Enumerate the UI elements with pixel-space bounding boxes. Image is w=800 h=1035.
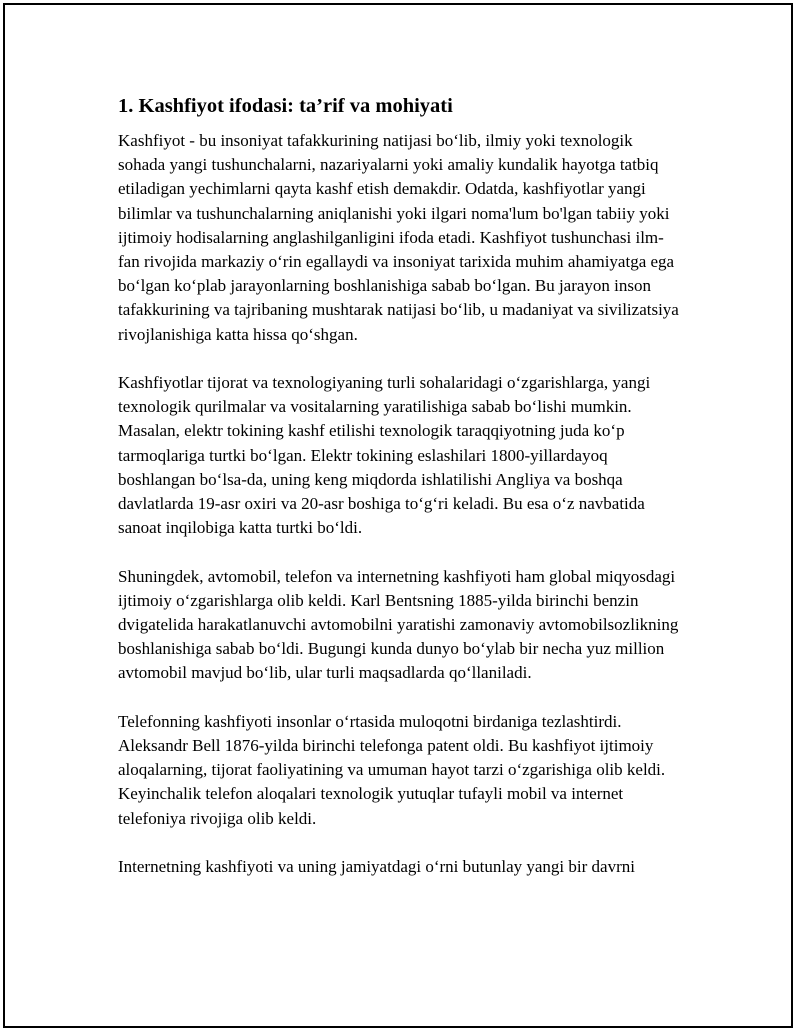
paragraph-3: Shuningdek, avtomobil, telefon va internetning kashfiyoti ham global miqyosdagi ijtimoiy o‘zgarishlarga olib keldi. Karl Bentsning 1885-yilda birinchi benzin dvigatelida harakatlanuvchi avtomobilni yaratishi zamonaviy avtomobilsozlikning boshlanishiga sabab bo‘ldi. Bugungi kunda dunyo bo‘ylab bir necha yuz million avtomobil mavjud bo‘lib, ular turli maqsadlarda qo‘llaniladi. (118, 566, 679, 683)
paragraph-5: Internetning kashfiyoti va uning jamiyatdagi o‘rni butunlay yangi bir davrni (118, 857, 635, 877)
paragraph-2: Kashfiyotlar tijorat va texnologiyaning turli sohalaridagi o‘zgarishlarga, yangi texnologik qurilmalar va vositalarning yaratilishiga sabab bo‘lishi mumkin. Masalan, elektr tokining kashf etilishi texnologik taraqqiyotning juda ko‘p tarmoqlariga turtki bo‘lgan. Elektr tokining eslashilari 1800-yillardayoq boshlangan bo‘lsa-da, uning keng miqdorda ishlatilishi Angliya va boshqa davlatlarda 19-asr oxiri va 20-asr boshiga to‘g‘ri keladi. Bu esa o‘z navbatida sanoat inqilobiga katta turtki bo‘ldi. (118, 373, 651, 538)
document-body (118, 93, 684, 903)
section-heading: 1. Kashfiyot ifodasi: ta’rif va mohiyati (118, 95, 453, 117)
paragraph-1: Kashfiyot - bu insoniyat tafakkurining natijasi bo‘lib, ilmiy yoki texnologik sohada yangi tushunchalarni, nazariyalarni yoki amaliy kundalik hayotga tatbiq etiladigan yechimlarni qayta kashf etish demakdir. Odatda, kashfiyotlar yangi bilimlar va tushunchalarning aniqlanishi yoki ilgari noma'lum bo'lgan tabiiy yoki ijtimoiy hodisalarning anglashilganligini ifoda etadi. Kashfiyot tushunchasi ilm-fan rivojida markaziy o‘rin egallaydi va insoniyat tarixida muhim ahamiyatga ega bo‘lgan ko‘plab jarayonlarning boshlanishiga sabab bo‘lgan. Bu jarayon inson tafakkurining va tajribaning mushtarak natijasi bo‘lib, u madaniyat va sivilizatsiya rivojlanishiga katta hissa qo‘shgan. (118, 131, 679, 344)
paragraph-4: Telefonning kashfiyoti insonlar o‘rtasida muloqotni birdaniga tezlashtirdi. Aleksandr Bell 1876-yilda birinchi telefonga patent oldi. Bu kashfiyot ijtimoiy aloqalarning, tijorat faoliyatining va umuman hayot tarzi o‘zgarishiga olib keldi. Keyinchalik telefon aloqalari texnologik yutuqlar tufayli mobil va internet telefoniya rivojiga olib keldi. (118, 711, 666, 828)
